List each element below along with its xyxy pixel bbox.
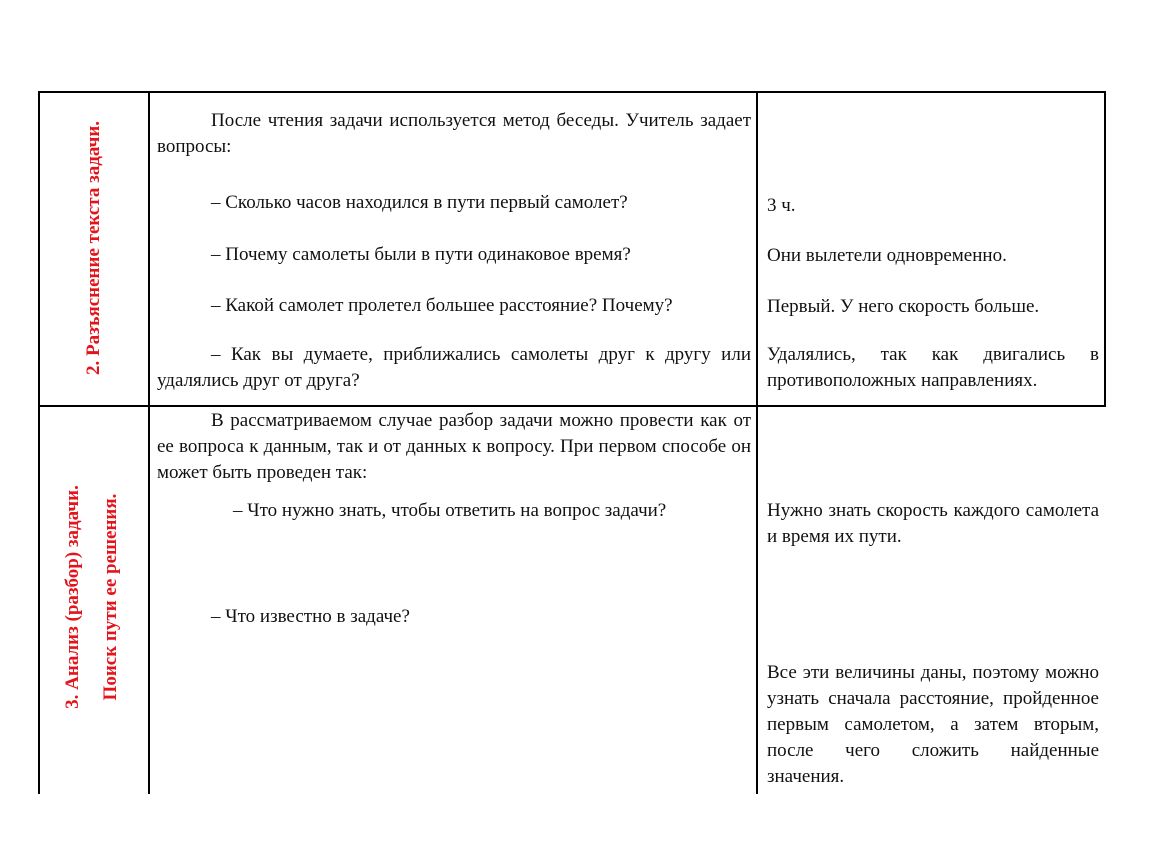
table-border-right bbox=[1104, 91, 1106, 407]
section-2-answer-3: Первый. У него скорость больше. bbox=[767, 296, 1040, 317]
section-2-answer-4: Удалялись, так как двигались в противоположных направлениях. bbox=[767, 344, 1099, 391]
table-border-left bbox=[38, 91, 40, 794]
section-3-question-1: – Что нужно знать, чтобы ответить на вопрос задачи? bbox=[233, 500, 667, 521]
section-2-answer-1: 3 ч. bbox=[767, 195, 796, 216]
stage-label-line: 2. Разъяснение текста задачи. bbox=[83, 120, 104, 376]
table-border-col2-b bbox=[756, 405, 758, 794]
section-3-question-2: – Что известно в задаче? bbox=[211, 606, 410, 627]
table-border-top bbox=[38, 91, 1106, 93]
stage-label-line-1: 3. Анализ (разбор) задачи. bbox=[62, 485, 83, 709]
section-3-answer-1: Нужно знать скорость каждого самолета и время их пути. bbox=[767, 500, 1099, 547]
table-border-col1 bbox=[148, 91, 150, 794]
section-2-question-3: – Какой самолет пролетел большее расстояние? Почему? bbox=[211, 295, 673, 316]
section-2-intro: После чтения задачи используется метод беседы. Учитель задает вопросы: bbox=[157, 110, 751, 157]
stage-label-line-2: Поиск пути ее решения. bbox=[100, 493, 121, 701]
stage-label-section-2 bbox=[81, 121, 107, 375]
section-2-answer-2: Они вылетели одновременно. bbox=[767, 245, 1007, 266]
section-3-answer-3: Все эти величины даны, поэтому можно узнать сначала расстояние, пройденное первым самолетом, а затем вторым, после чего сложить найденные значения. bbox=[767, 662, 1099, 787]
section-3-intro: В рассматриваемом случае разбор задачи можно провести как от ее вопроса к данным, так и от данных к вопросу. При первом способе он может быть проведен так: bbox=[157, 410, 751, 483]
table-border-col2-a bbox=[756, 91, 758, 405]
table-border-middle bbox=[38, 405, 1106, 407]
section-2-question-2: – Почему самолеты были в пути одинаковое время? bbox=[211, 244, 631, 265]
section-2-question-1: – Сколько часов находился в пути первый самолет? bbox=[211, 192, 628, 213]
section-2-question-4: – Как вы думаете, приближались самолеты друг к другу или удалялись друг от друга? bbox=[157, 344, 751, 391]
stage-label-section-3 bbox=[60, 485, 124, 709]
